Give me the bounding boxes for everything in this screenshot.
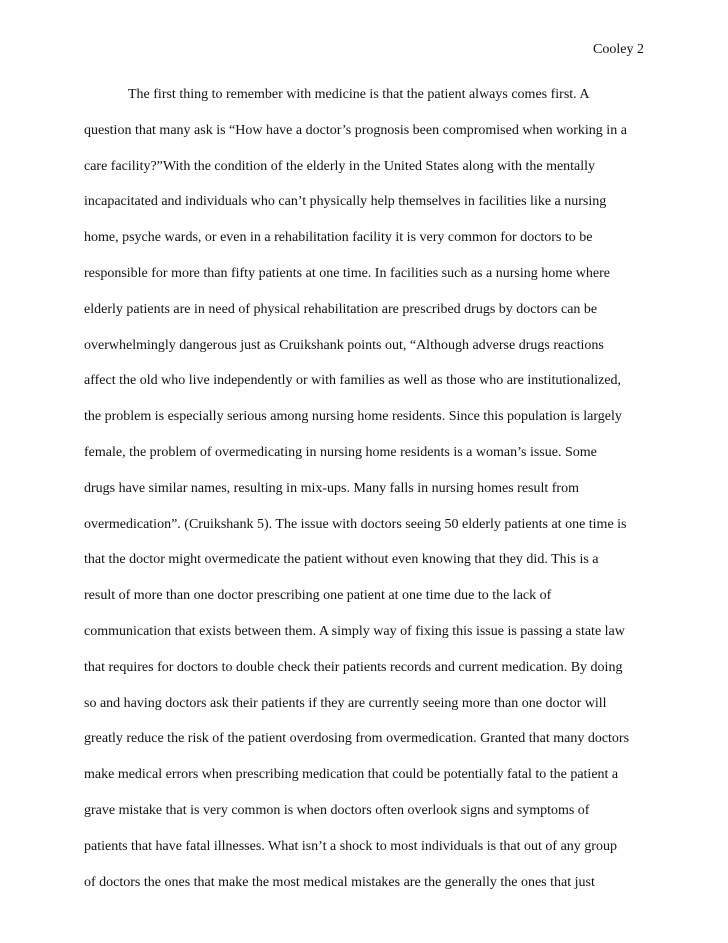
text-line: drugs have similar names, resulting in mix-ups. Many falls in nursing homes result from: [84, 480, 579, 496]
body-paragraph: [84, 86, 664, 909]
text-line: grave mistake that is very common is when doctors often overlook signs and symptoms of: [84, 802, 590, 818]
text-line: result of more than one doctor prescribing one patient at one time due to the lack of: [84, 588, 552, 604]
text-line: The first thing to remember with medicine is that the patient always comes first. A: [128, 87, 590, 102]
text-line: patients that have fatal illnesses. What isn’t a shock to most individuals is that out of any group: [84, 838, 617, 854]
text-line: incapacitated and individuals who can’t physically help themselves in facilities like a nursing: [84, 194, 607, 210]
page-header: Cooley 2: [593, 42, 644, 57]
text-line: affect the old who live independently or with families as well as those who are institutionalized,: [84, 373, 622, 389]
text-line: of doctors the ones that make the most medical mistakes are the generally the ones that just: [84, 874, 595, 890]
text-line: that requires for doctors to double check their patients records and current medication. By doing: [84, 659, 623, 675]
text-line: home, psyche wards, or even in a rehabilitation facility it is very common for doctors to be: [84, 230, 593, 246]
text-line: female, the problem of overmedicating in nursing home residents is a woman’s issue. Some: [84, 444, 597, 460]
text-line: the problem is especially serious among nursing home residents. Since this population is largely: [84, 409, 622, 425]
text-line: overmedication”. (Cruikshank 5). The issue with doctors seeing 50 elderly patients at one time is: [84, 516, 627, 532]
text-line: greatly reduce the risk of the patient overdosing from overmedication. Granted that many doctors: [84, 731, 630, 747]
text-line: that the doctor might overmedicate the patient without even knowing that they did. This is a: [84, 552, 599, 568]
text-line: elderly patients are in need of physical rehabilitation are prescribed drugs by doctors can be: [84, 301, 598, 317]
text-line: communication that exists between them. A simply way of fixing this issue is passing a state law: [84, 623, 625, 639]
text-line: make medical errors when prescribing medication that could be potentially fatal to the patient a: [84, 767, 619, 783]
text-line: responsible for more than fifty patients at one time. In facilities such as a nursing home where: [84, 265, 611, 281]
text-line: overwhelmingly dangerous just as Cruikshank points out, “Although adverse drugs reactions: [84, 337, 604, 353]
text-line: care facility?”With the condition of the elderly in the United States along with the mentally: [84, 158, 596, 174]
text-line: question that many ask is “How have a doctor’s prognosis been compromised when working in a: [84, 122, 627, 138]
text-line: so and having doctors ask their patients if they are currently seeing more than one doctor will: [84, 695, 607, 711]
